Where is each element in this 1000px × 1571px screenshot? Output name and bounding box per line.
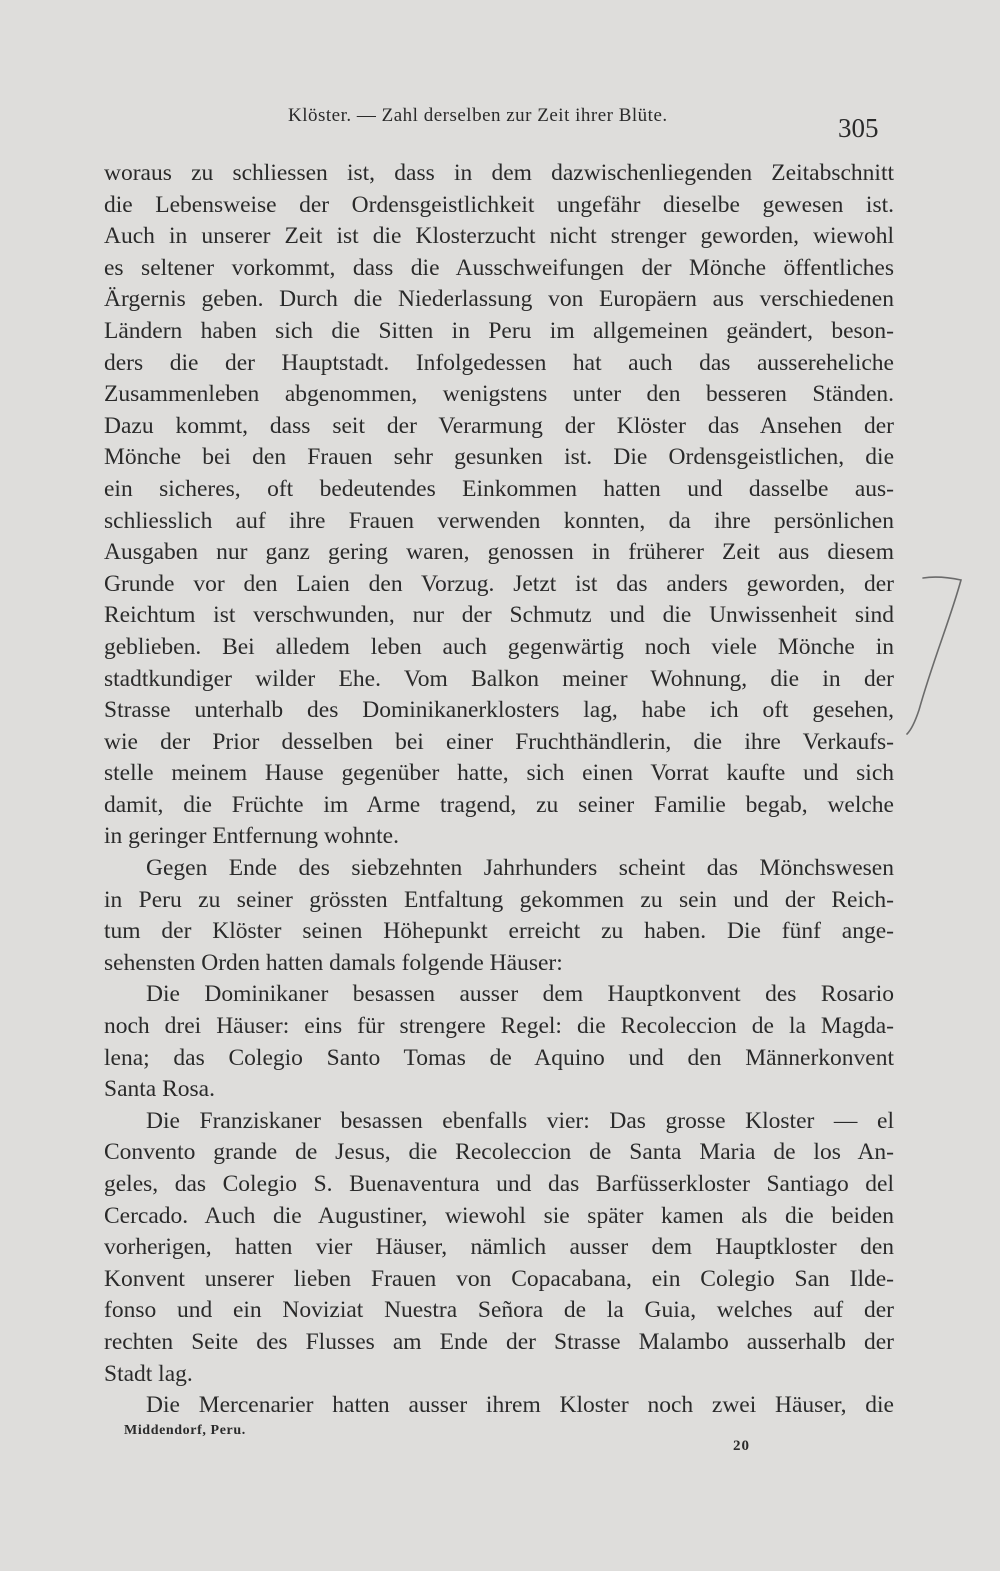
text-line: geblieben. Bei alledem leben auch gegenwärtig noch viele Mönche in — [104, 633, 894, 660]
paragraph — [104, 979, 894, 1105]
text-line: damit, die Früchte im Arme tragend, zu seiner Familie begab, welche — [104, 791, 894, 818]
text-line: lena; das Colegio Santo Tomas de Aquino und den Männerkonvent — [104, 1044, 894, 1071]
text-line: Stadt lag. — [104, 1360, 193, 1387]
text-line: Konvent unserer lieben Frauen von Copacabana, ein Colegio San Ilde- — [104, 1265, 894, 1292]
text-line: Cercado. Auch die Augustiner, wiewohl sie später kamen als die beiden — [104, 1202, 894, 1229]
text-line: sehensten Orden hatten damals folgende Häuser: — [104, 949, 563, 976]
sheet-number: 20 — [733, 1438, 750, 1454]
text-line: fonso und ein Noviziat Nuestra Señora de la Guia, welches auf der — [104, 1297, 894, 1324]
page-number: 305 — [838, 113, 879, 143]
text-line: stadtkundiger wilder Ehe. Vom Balkon meiner Wohnung, die in der — [104, 665, 894, 692]
text-line: Convento grande de Jesus, die Recoleccion de Santa Maria de los An- — [104, 1139, 894, 1166]
text-line: Reichtum ist verschwunden, nur der Schmutz und die Unwissenheit sind — [104, 602, 894, 629]
text-line: noch drei Häuser: eins für strengere Regel: die Recoleccion de la Magda- — [104, 1013, 894, 1040]
text-line: Mönche bei den Frauen sehr gesunken ist. Die Ordensgeistlichen, die — [104, 444, 894, 471]
text-line: wie der Prior desselben bei einer Fruchthändlerin, die ihre Verkaufs- — [104, 728, 894, 755]
paragraph — [104, 853, 894, 979]
text-line: Die Franziskaner besassen ebenfalls vier: Das grosse Kloster — el — [146, 1107, 894, 1134]
text-line: woraus zu schliessen ist, dass in dem dazwischenliegenden Zeitabschnitt — [104, 160, 894, 186]
text-line: Die Mercenarier hatten ausser ihrem Kloster noch zwei Häuser, die — [146, 1392, 894, 1419]
running-header: Klöster. — Zahl derselben zur Zeit ihrer Blüte. — [288, 105, 668, 126]
body-text — [104, 158, 894, 1422]
text-line: Gegen Ende des siebzehnten Jahrhunders scheint das Mönchswesen — [146, 855, 894, 882]
text-line: die Lebensweise der Ordensgeistlichkeit ungefähr dieselbe gewesen ist. — [104, 191, 894, 218]
text-line: Grunde vor den Laien den Vorzug. Jetzt ist das anders geworden, der — [104, 570, 894, 597]
text-line: ders die der Hauptstadt. Infolgedessen hat auch das aussereheliche — [104, 349, 894, 376]
text-line: ein sicheres, oft bedeutendes Einkommen hatten und dasselbe aus- — [104, 475, 894, 502]
text-line: stelle meinem Hause gegenüber hatte, sich einen Vorrat kaufte und sich — [104, 760, 894, 787]
text-line: Dazu kommt, dass seit der Verarmung der Klöster das Ansehen der — [104, 412, 894, 439]
paragraph — [104, 158, 894, 853]
text-line: rechten Seite des Flusses am Ende der Strasse Malambo ausserhalb der — [104, 1328, 894, 1355]
text-line: geles, das Colegio S. Buenaventura und das Barfüsserkloster Santiago del — [104, 1171, 894, 1197]
handwritten-margin-mark — [895, 570, 975, 740]
paragraph-container — [104, 158, 894, 1422]
text-line: es seltener vorkommt, dass die Ausschweifungen der Mönche öffentliches — [104, 254, 894, 281]
text-line: Strasse unterhalb des Dominikanerklosters lag, habe ich oft gesehen, — [104, 697, 894, 724]
text-line: Auch in unserer Zeit ist die Klosterzucht nicht strenger geworden, wiewohl — [104, 223, 894, 250]
paragraph — [104, 1390, 894, 1422]
text-line: vorherigen, hatten vier Häuser, nämlich ausser dem Hauptkloster den — [104, 1234, 894, 1261]
text-line: schliesslich auf ihre Frauen verwenden konnten, da ihre persönlichen — [104, 507, 894, 534]
paragraph — [104, 1106, 894, 1390]
text-line: Zusammenleben abgenommen, wenigstens unter den besseren Ständen. — [104, 381, 894, 408]
text-line: Ländern haben sich die Sitten in Peru im allgemeinen geändert, beson- — [104, 317, 894, 344]
text-line: Ausgaben nur ganz gering waren, genossen in früherer Zeit aus diesem — [104, 539, 894, 566]
text-line: Ärgernis geben. Durch die Niederlassung von Europäern aus verschiedenen — [104, 286, 894, 313]
text-line: Santa Rosa. — [104, 1076, 215, 1103]
text-line: in geringer Entfernung wohnte. — [104, 823, 399, 850]
text-line: in Peru zu seiner grössten Entfaltung gekommen zu sein und der Reich- — [104, 886, 894, 913]
footer-signature: Middendorf, Peru. — [124, 1423, 246, 1438]
text-line: Die Dominikaner besassen ausser dem Hauptkonvent des Rosario — [146, 981, 894, 1008]
text-line: tum der Klöster seinen Höhepunkt erreicht zu haben. Die fünf ange- — [104, 918, 894, 945]
